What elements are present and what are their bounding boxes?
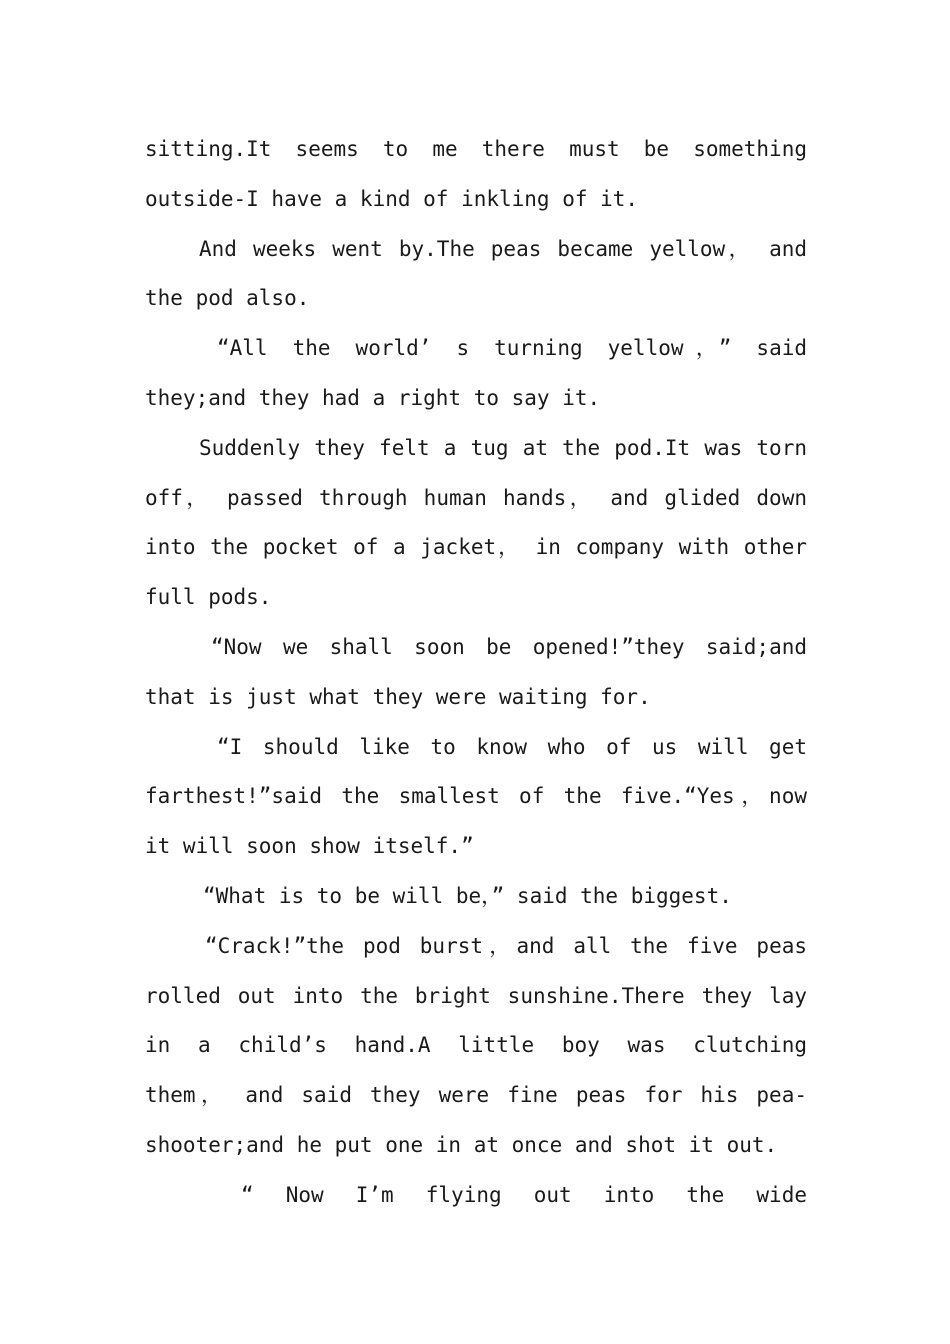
text-line: in a child’s hand.A little boy was clutching	[145, 1033, 807, 1058]
text-line: into the pocket of a jacket， in company with other	[145, 535, 807, 560]
text-line: rolled out into the bright sunshine.There they lay	[145, 983, 807, 1008]
text-line: “Now we shall soon be opened!”they said;and	[211, 634, 807, 659]
text-line: Suddenly they felt a tug at the pod.It was torn	[199, 435, 807, 460]
text-line: they;and they had a right to say it.	[145, 385, 601, 410]
text-line: outside-I have a kind of inkling of it.	[145, 186, 639, 211]
text-line: “What is to be will be，” said the biggest.	[203, 883, 732, 908]
text-line: “I should like to know who of us will get	[217, 734, 807, 759]
text-line: shooter;and he put one in at once and shot it out.	[145, 1132, 778, 1157]
document-body	[145, 125, 807, 1221]
text-line: farthest!”said the smallest of the five.“Yes，now	[145, 784, 807, 809]
text-line: full pods.	[145, 585, 272, 610]
text-line: sitting.It seems to me there must be something	[145, 137, 807, 161]
text-line: that is just what they were waiting for.	[145, 684, 651, 709]
text-line: And weeks went by.The peas became yellow， and	[199, 236, 807, 261]
text-line: off， passed through human hands， and glided down	[145, 485, 807, 510]
text-line: them， and said they were fine peas for his pea-	[145, 1083, 807, 1108]
text-line: “Crack!”the pod burst，and all the five peas	[205, 933, 807, 958]
text-line: it will soon show itself.”	[145, 834, 474, 859]
text-line: “ Now I’m flying out into the wide	[241, 1182, 807, 1207]
text-line: “All the world’ s turning yellow，” said	[217, 336, 807, 361]
text-line: the pod also.	[145, 286, 310, 311]
